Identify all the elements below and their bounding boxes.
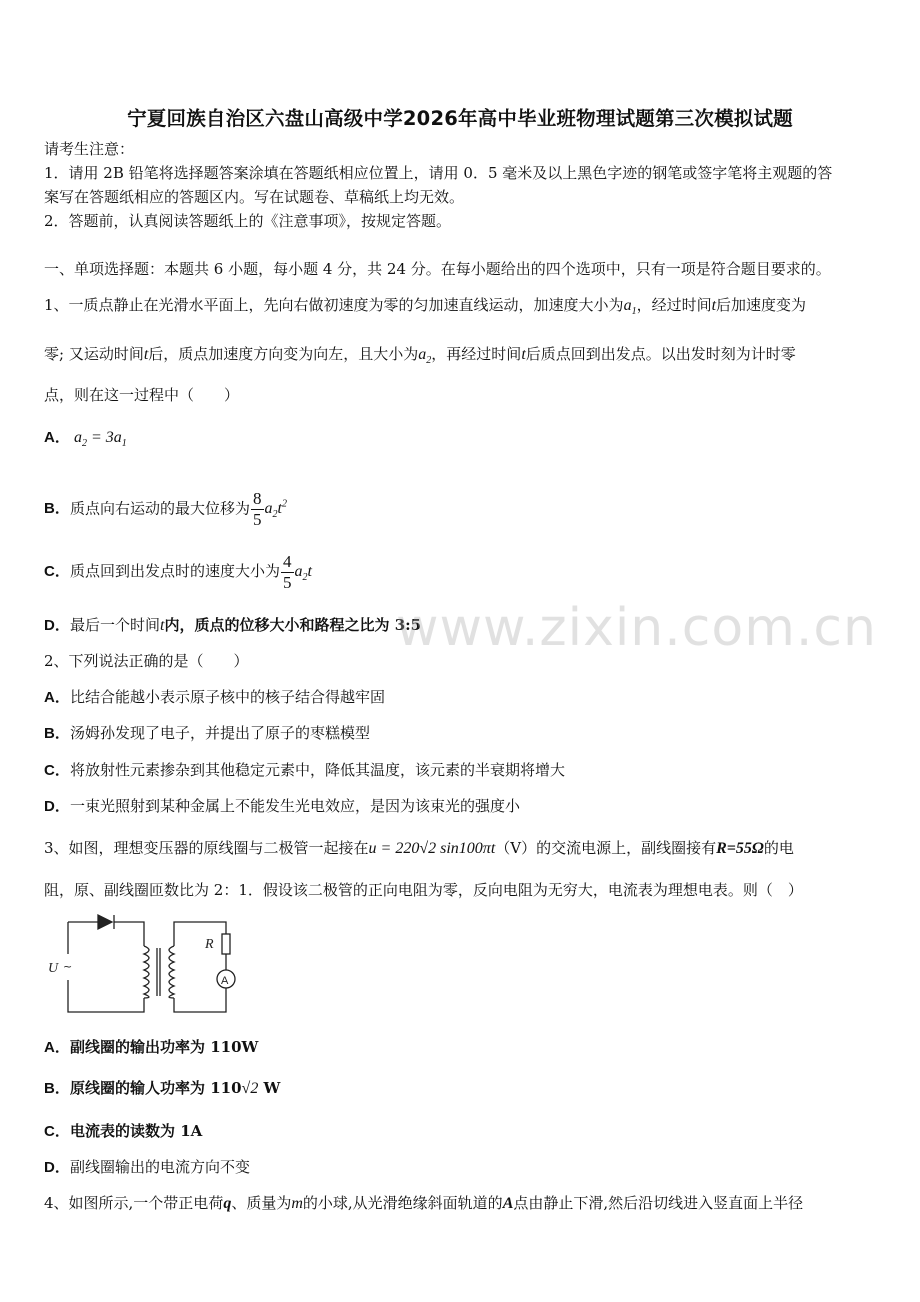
q2-option-c: C．将放射性元素掺杂到其他稳定元素中，降低其温度，该元素的半衰期将增大 [44,761,566,779]
resistor-label: R [205,937,214,952]
q1-line-1: 1、一质点静止在光滑水平面上，先向右做初速度为零的匀加速直线运动，加速度大小为$a_1$，经过时间t后加速度变为 [44,296,807,318]
q1-line-2: 零; 又运动时间t后，质点加速度方向变为向左，且大小为$a_2$，再经过时间t后质点回到出发点。以出发时刻为计时零 [44,345,796,367]
notice-heading: 请考生注意： [44,140,135,158]
q1-option-b: B．质点向右运动的最大位移为 $\frac{8}{5}$ $a_2t^2$ [44,488,287,529]
resistor-icon [222,934,230,954]
ac-source-icon: ~ [63,960,73,973]
q1-option-c: C．质点回到出发点时的速度大小为 $\frac{4}{5}$ $a_2t$ [44,551,312,592]
q3-option-c: C．电流表的读数为 1A [44,1122,203,1140]
q2-option-b: B．汤姆孙发现了电子，并提出了原子的枣糕模型 [44,724,371,742]
notice-item-1a: 1．请用 2B 铅笔将选择题答案涂填在答题纸相应位置上，请用 0．5 毫米及以上黑色字迹的钢笔或签字笔将主观题的答 [44,164,833,182]
q1-c-fraction: $\frac{4}{5}$ [283,551,292,592]
q2-option-a: A．比结合能越小表示原子核中的核子结合得越牢固 [44,688,386,706]
q3-line-1: 3、如图，理想变压器的原线圈与二极管一起接在u = 220√2 sin100πt（V）的交流电源上，副线圈接有R=55Ω的电 [44,839,794,857]
ammeter-label: A [221,975,229,987]
q4-line-1: 4、如图所示,一个带正电荷q、质量为m的小球,从光滑绝缘斜面轨道的A点由静止下滑,然后沿切线进入竖直面上半径 [44,1194,804,1212]
secondary-coil [169,946,174,998]
section-heading: 一、单项选择题：本题共 6 小题，每小题 4 分，共 24 分。在每小题给出的四个选项中，只有一项是符合题目要求的。 [44,260,831,278]
transformer-core [157,948,160,996]
transformer-circuit-diagram [46,908,246,1018]
primary-coil [144,946,149,998]
q2-option-d: D．一束光照射到某种金属上不能发生光电效应，是因为该束光的强度小 [44,797,521,815]
page-title: 宁夏回族自治区六盘山高级中学2026年高中毕业班物理试题第三次模拟试题 [127,107,793,130]
notice-item-2: 2．答题前，认真阅读答题纸上的《注意事项》，按规定答题。 [44,212,452,230]
q3-option-d: D．副线圈输出的电流方向不变 [44,1158,251,1176]
diode-icon [98,915,112,929]
q2-stem: 2、下列说法正确的是（ ） [44,652,249,670]
q3-line-2: 阻，原、副线圈匝数比为 2：1．假设该二极管的正向电阻为零，反向电阻为无穷大，电流表为理想电表。则（ ） [44,881,803,899]
q3-option-a: A．副线圈的输出功率为 110W [44,1038,259,1056]
q1-b-fraction: $\frac{8}{5}$ [253,488,262,529]
source-label: U [48,961,59,976]
q3-option-b: B．原线圈的输人功率为 110√2 W [44,1079,281,1097]
notice-item-1b: 案写在答题纸相应的答题区内。写在试题卷、草稿纸上均无效。 [44,188,465,206]
watermark: www.zixin.com.cn [396,598,877,658]
q1-line-3: 点，则在这一过程中（ ） [44,386,240,404]
q1-option-a: A． $a_2 = 3a_1$ [44,429,127,450]
q1-option-d: D．最后一个时间t内，质点的位移大小和路程之比为 3:5 [44,616,422,634]
